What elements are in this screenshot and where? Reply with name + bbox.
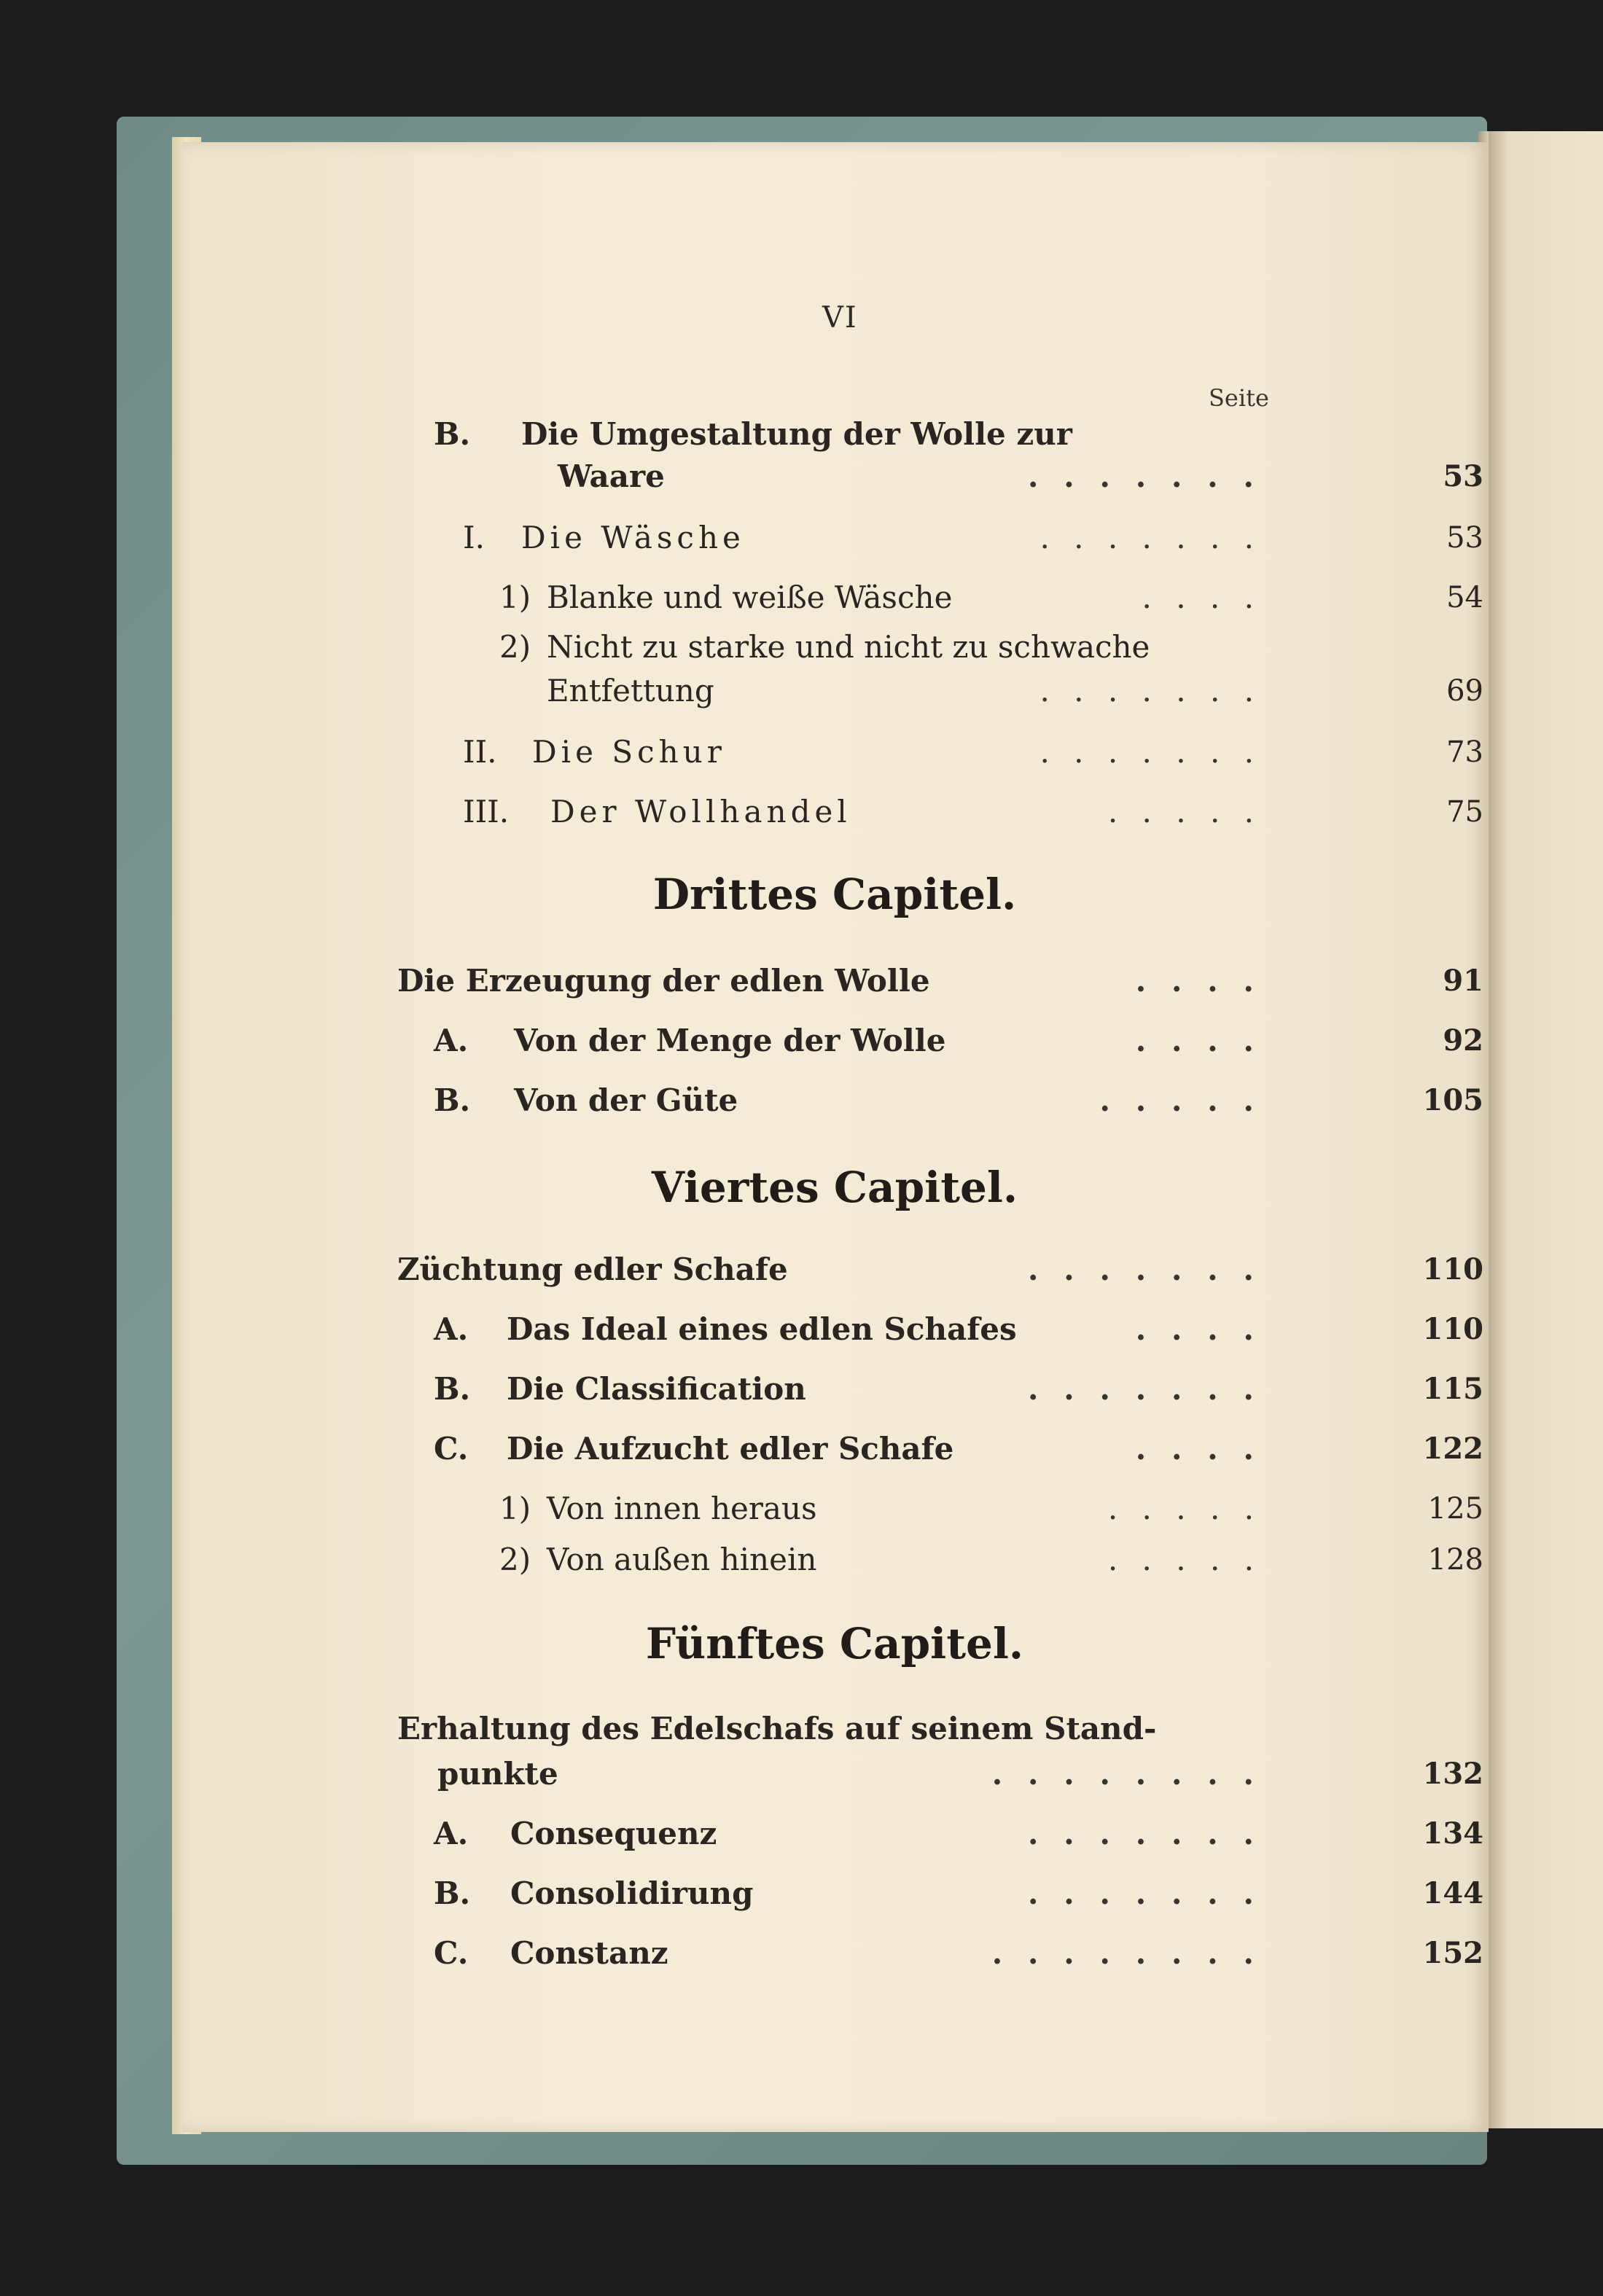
toc-entry bbox=[182, 668, 1487, 714]
leader-dots: . . . . . . . bbox=[1040, 734, 1261, 770]
entry-page: 92 bbox=[1443, 1023, 1483, 1058]
toc-entry bbox=[182, 625, 1487, 670]
book-page bbox=[182, 142, 1487, 2132]
toc-entry bbox=[182, 1486, 1487, 1531]
entry-page: 110 bbox=[1422, 1252, 1483, 1286]
entry-page: 122 bbox=[1422, 1432, 1483, 1466]
toc-entry bbox=[182, 1931, 1487, 1976]
entry-title: Das Ideal eines edlen Schafes bbox=[507, 1311, 1017, 1347]
entry-title: punkte bbox=[437, 1756, 558, 1792]
leader-dots: . . . . bbox=[1135, 1311, 1261, 1347]
entry-title: Von außen hinein bbox=[547, 1542, 817, 1577]
entry-title: Entfettung bbox=[547, 673, 714, 708]
toc-entry bbox=[182, 958, 1487, 1004]
leader-dots: . . . . bbox=[1135, 1431, 1261, 1467]
entry-title: Von der Menge der Wolle bbox=[514, 1023, 946, 1058]
toc-entry bbox=[182, 1706, 1487, 1752]
facing-page bbox=[1487, 131, 1603, 2128]
toc-entry bbox=[182, 515, 1487, 561]
chapter-heading: Viertes Capitel. bbox=[651, 1163, 1018, 1212]
page-number: VI bbox=[822, 301, 858, 335]
entry-title: Consolidirung bbox=[510, 1875, 754, 1911]
leader-dots: . . . . . . . . bbox=[991, 1935, 1261, 1971]
entry-number: 1) bbox=[499, 579, 531, 615]
leader-dots: . . . . . . . bbox=[1027, 1875, 1261, 1911]
entry-page: 75 bbox=[1446, 795, 1483, 829]
entry-number: I. bbox=[463, 520, 485, 555]
toc-entry bbox=[182, 730, 1487, 775]
entry-title: Blanke und weiße Wäsche bbox=[547, 579, 953, 615]
entry-page: 110 bbox=[1422, 1312, 1483, 1346]
entry-page: 53 bbox=[1446, 521, 1483, 555]
entry-page: 69 bbox=[1446, 674, 1483, 708]
toc-entry bbox=[182, 575, 1487, 620]
entry-title: Waare bbox=[558, 458, 665, 494]
toc-entry bbox=[182, 1752, 1487, 1797]
toc-entry bbox=[182, 1247, 1487, 1292]
toc-entry bbox=[182, 1367, 1487, 1412]
toc-entry bbox=[182, 454, 1487, 499]
leader-dots: . . . . bbox=[1135, 1023, 1261, 1058]
entry-page: 73 bbox=[1446, 735, 1483, 769]
entry-title: Erhaltung des Edelschafs auf seinem Stand- bbox=[397, 1711, 1157, 1746]
leader-dots: . . . . . . . bbox=[1027, 1371, 1261, 1407]
entry-title: Die Wäsche bbox=[521, 520, 745, 555]
entry-number: 1) bbox=[499, 1491, 531, 1526]
entry-title: Constanz bbox=[510, 1935, 668, 1971]
entry-title: Von der Güte bbox=[514, 1082, 738, 1118]
entry-title: Die Schur bbox=[532, 734, 726, 770]
entry-page: 134 bbox=[1422, 1816, 1483, 1851]
entry-page: 128 bbox=[1427, 1543, 1483, 1577]
leader-dots: . . . . . bbox=[1107, 1491, 1261, 1526]
entry-number: B. bbox=[434, 1082, 471, 1118]
leader-dots: . . . . . . . . bbox=[991, 1756, 1261, 1792]
chapter-heading: Fünftes Capitel. bbox=[645, 1619, 1024, 1668]
toc-entry bbox=[182, 1537, 1487, 1582]
leader-dots: . . . . . . . bbox=[1040, 673, 1261, 708]
entry-number: II. bbox=[463, 734, 497, 770]
entry-number: A. bbox=[434, 1023, 469, 1058]
leader-dots: . . . . bbox=[1142, 579, 1261, 615]
toc-entry bbox=[182, 1426, 1487, 1472]
entry-page: 144 bbox=[1422, 1876, 1483, 1910]
toc-entry bbox=[182, 412, 1487, 457]
entry-page: 91 bbox=[1443, 964, 1483, 998]
entry-number: B. bbox=[434, 416, 471, 452]
entry-title: Die Erzeugung der edlen Wolle bbox=[397, 963, 930, 999]
entry-page: 54 bbox=[1446, 581, 1483, 614]
entry-title: Der Wollhandel bbox=[550, 794, 851, 829]
toc-entry bbox=[182, 1811, 1487, 1856]
entry-number: III. bbox=[463, 794, 510, 829]
entry-title: Die Aufzucht edler Schafe bbox=[507, 1431, 954, 1467]
entry-number: A. bbox=[434, 1311, 469, 1347]
leader-dots: . . . . . . . bbox=[1027, 458, 1261, 494]
entry-page: 132 bbox=[1422, 1757, 1483, 1791]
leader-dots: . . . . . bbox=[1107, 794, 1261, 829]
seite-label: Seite bbox=[1209, 384, 1269, 412]
entry-page: 115 bbox=[1422, 1372, 1483, 1406]
entry-number: B. bbox=[434, 1875, 471, 1911]
entry-number: 2) bbox=[499, 1542, 531, 1577]
entry-title: Nicht zu starke und nicht zu schwache bbox=[547, 629, 1150, 665]
toc-entry bbox=[182, 789, 1487, 835]
entry-page: 152 bbox=[1422, 1936, 1483, 1970]
leader-dots: . . . . . . . bbox=[1027, 1252, 1261, 1287]
leader-dots: . . . . bbox=[1135, 963, 1261, 999]
chapter-heading: Drittes Capitel. bbox=[652, 870, 1017, 919]
entry-title: Züchtung edler Schafe bbox=[397, 1252, 788, 1287]
leader-dots: . . . . . bbox=[1099, 1082, 1261, 1118]
toc-entry bbox=[182, 1871, 1487, 1916]
leader-dots: . . . . . . . bbox=[1040, 520, 1261, 555]
entry-title: Die Classification bbox=[507, 1371, 806, 1407]
entry-number: 2) bbox=[499, 629, 531, 665]
entry-number: B. bbox=[434, 1371, 471, 1407]
entry-page: 105 bbox=[1422, 1083, 1483, 1117]
toc-entry bbox=[182, 1078, 1487, 1123]
entry-title: Von innen heraus bbox=[547, 1491, 817, 1526]
toc-entry bbox=[182, 1018, 1487, 1063]
entry-number: C. bbox=[434, 1935, 469, 1971]
entry-page: 53 bbox=[1443, 459, 1483, 493]
toc-entry bbox=[182, 1307, 1487, 1352]
entry-page: 125 bbox=[1427, 1492, 1483, 1526]
entry-number: A. bbox=[434, 1816, 469, 1851]
entry-title: Consequenz bbox=[510, 1816, 717, 1851]
entry-title: Die Umgestaltung der Wolle zur bbox=[521, 416, 1072, 452]
leader-dots: . . . . . bbox=[1107, 1542, 1261, 1577]
entry-number: C. bbox=[434, 1431, 469, 1467]
leader-dots: . . . . . . . bbox=[1027, 1816, 1261, 1851]
